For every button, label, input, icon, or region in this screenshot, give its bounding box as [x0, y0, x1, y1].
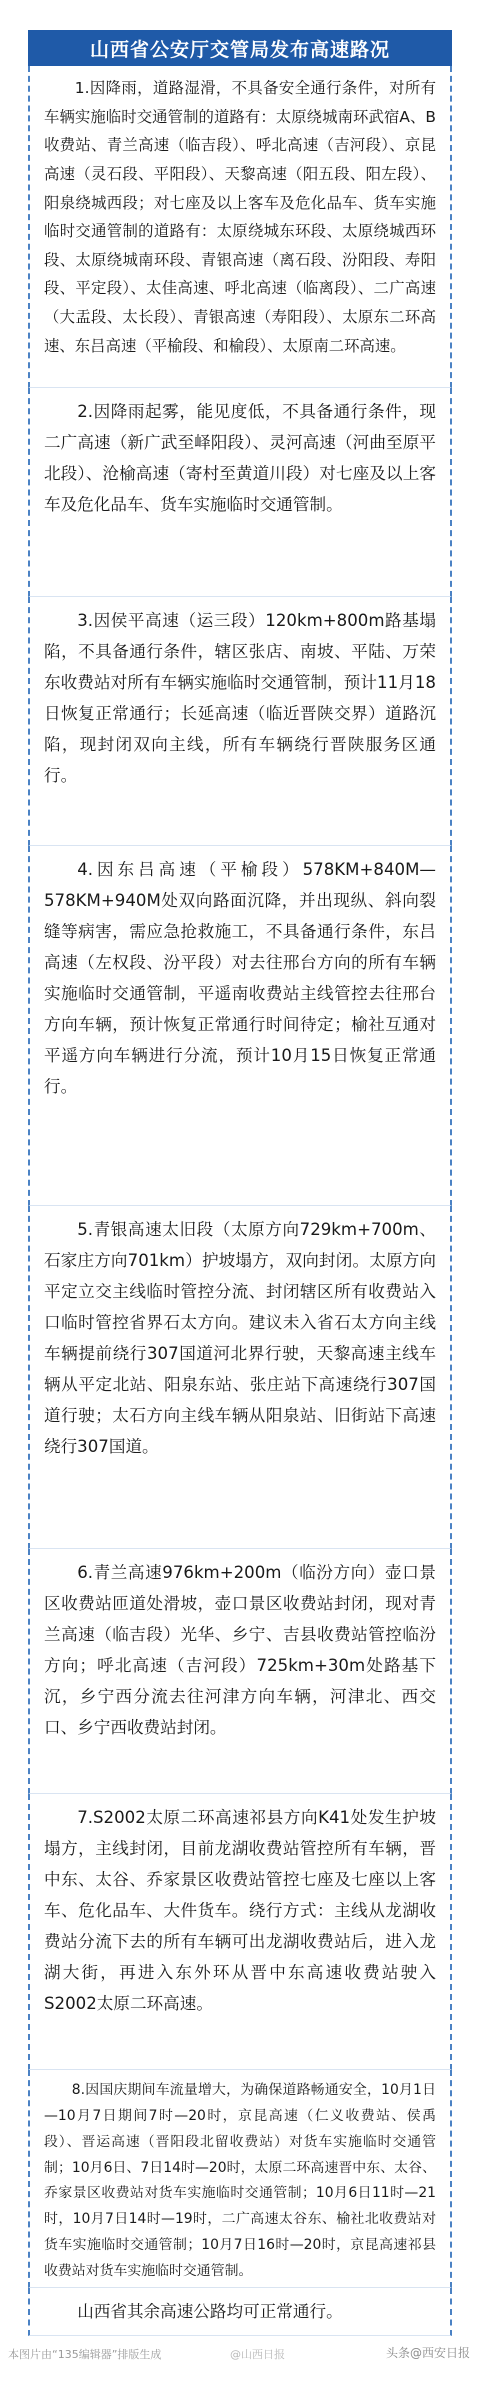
footer-note: 本图片由“135编辑器”排版生成 [8, 2348, 162, 2361]
notice-item-1 [28, 66, 452, 388]
notice-item-7-text: 7.S2002太原二环高速祁县方向K41处发生护坡塌方，主线封闭，目前龙湖收费站管控所有车辆，晋中东、太谷、乔家景区收费站管控七座及七座以上客车、危化品车、大件货车。绕行方式：主线从龙湖收费站分流下去的所有车辆可出龙湖收费站后，进入龙湖大街，再进入东外环从晋中东高速收费站驶入S2002太原二环高速。 [44, 1808, 436, 2013]
notice-item-2 [28, 388, 452, 597]
notice-item-8 [28, 2070, 452, 2288]
notice-item-3 [28, 597, 452, 846]
notice-item-9 [28, 2288, 452, 2336]
notice-item-9-text: 山西省其余高速公路均可正常通行。 [77, 2302, 343, 2321]
notice-item-6 [28, 1549, 452, 1794]
notice-item-5 [28, 1206, 452, 1549]
notice-item-8-text: 8.因国庆期间车流量增大，为确保道路畅通安全，10月1日—10月7日期间7时—20时，京昆高速（仁义收费站、侯禹段）、晋运高速（晋阳段北留收费站）对货车实施临时交通管制；10月6日、7日14时—20时，太原二环高速晋中东、太谷、乔家景区收费站对货车实施临时交通管制；10月6日11时—21时，10月7日14时—19时，二广高速太谷东、榆社北收费站对货车实施临时交通管制；10月7日16时—20时，京昆高速祁县收费站对货车实施临时交通管制。 [44, 2082, 436, 2280]
notice-item-6-text: 6.青兰高速976km+200m（临汾方向）壶口景区收费站匝道处滑坡，壶口景区收费站封闭，现对青兰高速（临吉段）光华、乡宁、吉县收费站管控临汾方向；呼北高速（吉河段）725km+30m处路基下沉，乡宁西分流去往河津方向车辆，河津北、西交口、乡宁西收费站封闭。 [44, 1563, 436, 1737]
notice-item-4-text: 4.因东吕高速（平榆段）578KM+840M—578KM+940M处双向路面沉降，并出现纵、斜向裂缝等病害，需应急抢救施工，不具备通行条件，东吕高速（左权段、汾平段）对去往邢台方向的所有车辆实施临时交通管制，平遥南收费站主线管控去往邢台方向车辆，预计恢复正常通行时间待定；榆社互通对平遥方向车辆进行分流，预计10月15日恢复正常通行。 [44, 860, 436, 1096]
page-title: 山西省公安厅交管局发布高速路况 [28, 30, 452, 66]
notice-item-4 [28, 846, 452, 1206]
notice-item-2-text: 2.因降雨起雾，能见度低，不具备通行条件，现二广高速（新广武至峄阳段）、灵河高速（河曲至原平北段）、沧榆高速（寄村至黄道川段）对七座及以上客车及危化品车、货车实施临时交通管制。 [44, 402, 436, 514]
footer [0, 2338, 480, 2368]
watermark-b: 头条@西安日报 [385, 2346, 470, 2360]
notice-item-5-text: 5.青银高速太旧段（太原方向729km+700m、石家庄方向701km）护坡塌方，双向封闭。太原方向平定立交主线临时管控分流、封闭辖区所有收费站入口临时管控省界石太方向。建议未入省石太方向主线车辆提前绕行307国道河北界行驶，天黎高速主线车辆从平定北站、阳泉东站、张庄站下高速绕行307国道行驶；太石方向主线车辆从阳泉站、旧街站下高速绕行307国道。 [44, 1220, 436, 1456]
watermark-a: @山西日报 [230, 2348, 285, 2361]
notice-item-7 [28, 1794, 452, 2070]
notice-item-3-text: 3.因侯平高速（运三段）120km+800m路基塌陷，不具备通行条件，辖区张店、南坡、平陆、万荣东收费站对所有车辆实施临时交通管制，预计11月18日恢复正常通行；长延高速（临近晋陕交界）道路沉陷，现封闭双向主线，所有车辆绕行晋陕服务区通行。 [44, 611, 436, 785]
notice-item-1-text: 1.因降雨，道路湿滑，不具备安全通行条件，对所有车辆实施临时交通管制的道路有：太原绕城南环武宿A、B收费站、青兰高速（临吉段）、呼北高速（吉河段）、京昆高速（灵石段、平阳段）、天黎高速（阳五段、阳左段）、阳泉绕城西段；对七座及以上客车及危化品车、货车实施临时交通管制的道路有：太原绕城东环段、太原绕城西环段、太原绕城南环段、青银高速（离石段、汾阳段、寿阳段、平定段）、太佳高速、呼北高速（临离段）、二广高速（大盂段、太长段）、青银高速（寿阳段）、太原东二环高速、东吕高速（平榆段、和榆段）、太原南二环高速。 [44, 79, 436, 355]
